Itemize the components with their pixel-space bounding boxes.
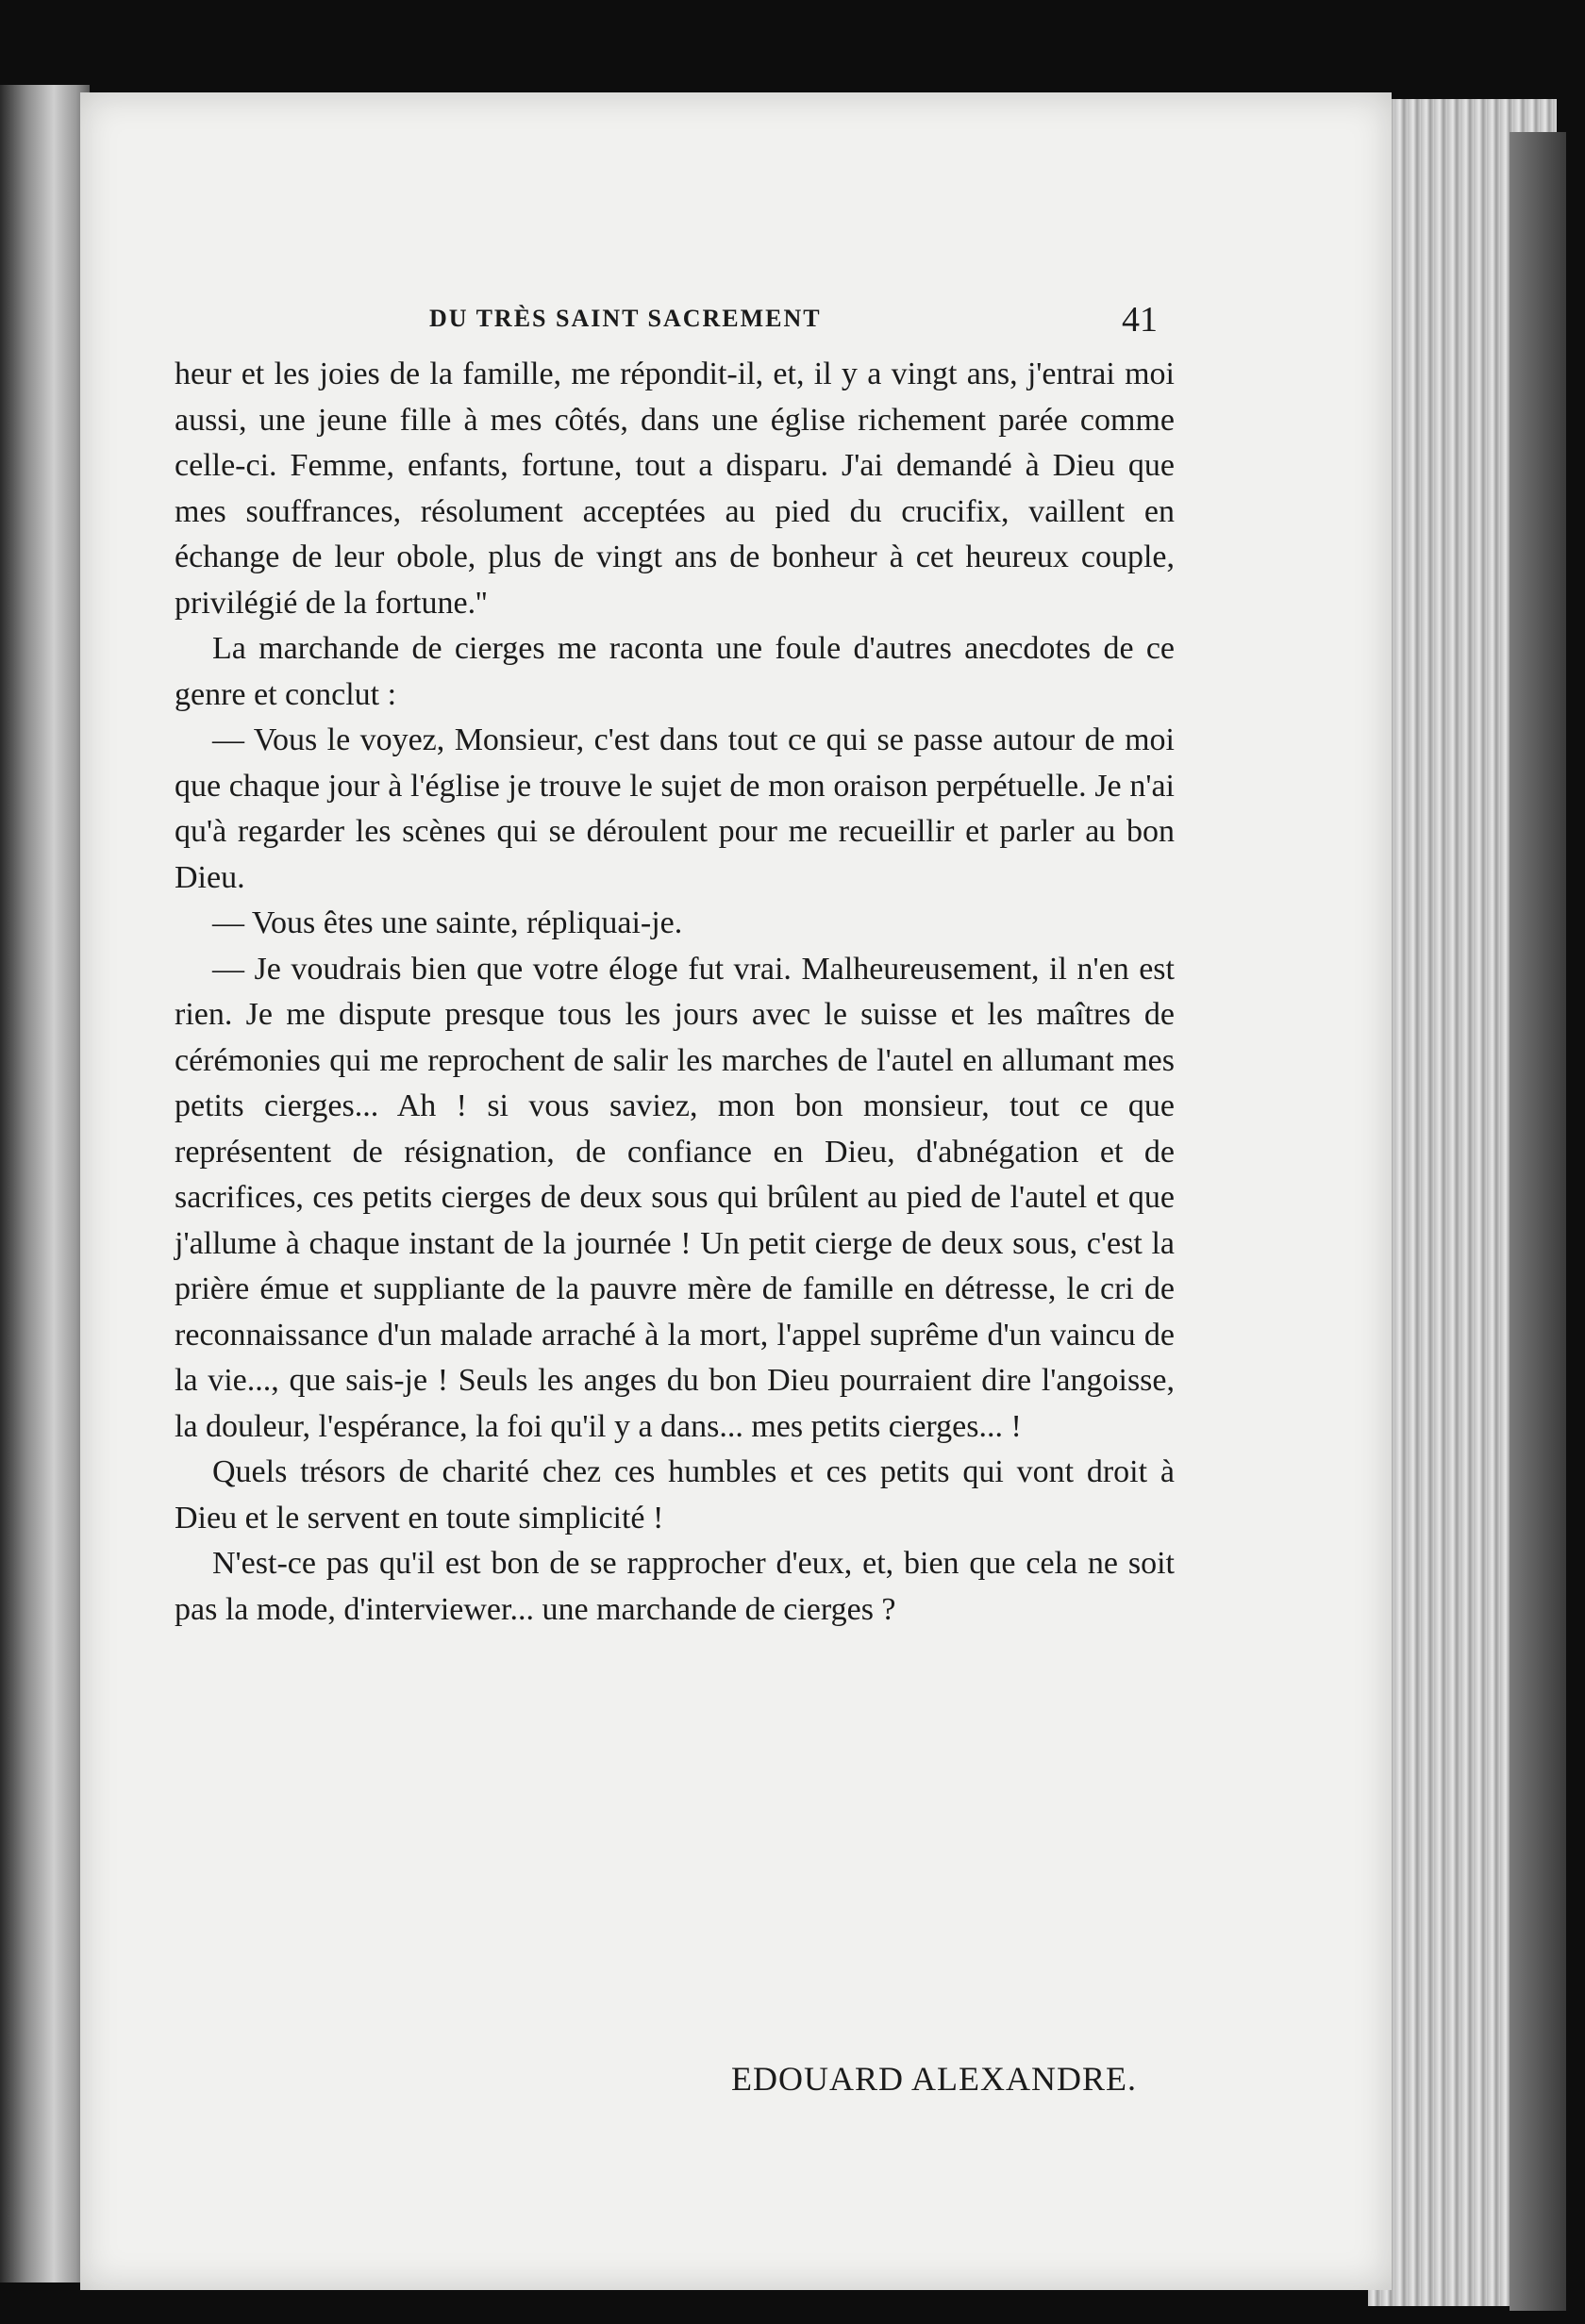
paragraph: N'est-ce pas qu'il est bon de se rapprocher d'eux, et, bien que cela ne soit pas la mode, d'interviewer... une marchande de cierges ?	[175, 1546, 1175, 1627]
paragraph: Quels trésors de charité chez ces humbles et ces petits qui vont droit à Dieu et le servent en toute simplicité !	[175, 1454, 1175, 1536]
page-content	[175, 295, 1175, 2182]
book-left-edge	[0, 85, 90, 2282]
book-cover-edge	[1510, 132, 1566, 2311]
dialogue-paragraph: — Vous le voyez, Monsieur, c'est dans tout ce qui se passe autour de moi que chaque jour à l'église je trouve le sujet de mon oraison perpétuelle. Je n'ai qu'à regarder les scènes qui se déroulent pour me recueillir et parler au bon Dieu.	[175, 722, 1175, 895]
paragraph-continued: heur et les joies de la famille, me répondit-il, et, il y a vingt ans, j'entrai moi aussi, une jeune fille à mes côtés, dans une église richement parée comme celle-ci. Femme, enfants, fortune, tout a disparu. J'ai demandé à Dieu que mes souffrances, résolument acceptées au pied du crucifix, vaillent en échange de leur obole, plus de vingt ans de bonheur à cet heureux couple, privilégié de la fortune.''	[175, 357, 1175, 621]
dialogue-paragraph: — Vous êtes une sainte, répliquai-je.	[212, 905, 683, 940]
book-page	[80, 92, 1392, 2290]
running-title: DU TRÈS SAINT SACREMENT	[429, 305, 822, 332]
running-head	[175, 295, 1175, 352]
paragraph: La marchande de cierges me raconta une foule d'autres anecdotes de ce genre et conclut :	[175, 631, 1175, 712]
page-number: 41	[1122, 300, 1158, 340]
dialogue-paragraph: — Je voudrais bien que votre éloge fut vrai. Malheureusement, il n'en est rien. Je me dispute presque tous les jours avec le suisse et les maîtres de cérémonies qui me reprochent de salir les marches de l'autel en allumant mes petits cierges... Ah ! si vous saviez, mon bon monsieur, tout ce que représentent de résignation, de confiance en Dieu, d'abnégation et de sacrifices, ces petits cierges de deux sous qui brûlent au pied de l'autel et que j'allume à chaque instant de la journée ! Un petit cierge de deux sous, c'est la prière émue et suppliante de la pauvre mère de famille en détresse, le cri de reconnaissance d'un malade arraché à la mort, l'appel suprême d'un vaincu de la vie..., que sais-je ! Seuls les anges du bon Dieu pourraient dire l'angoisse, la douleur, l'espérance, la foi qu'il y a dans... mes petits cierges... !	[175, 951, 1175, 1444]
author-signature: EDOUARD ALEXANDRE.	[731, 2060, 1137, 2098]
body-text	[175, 352, 1175, 1633]
